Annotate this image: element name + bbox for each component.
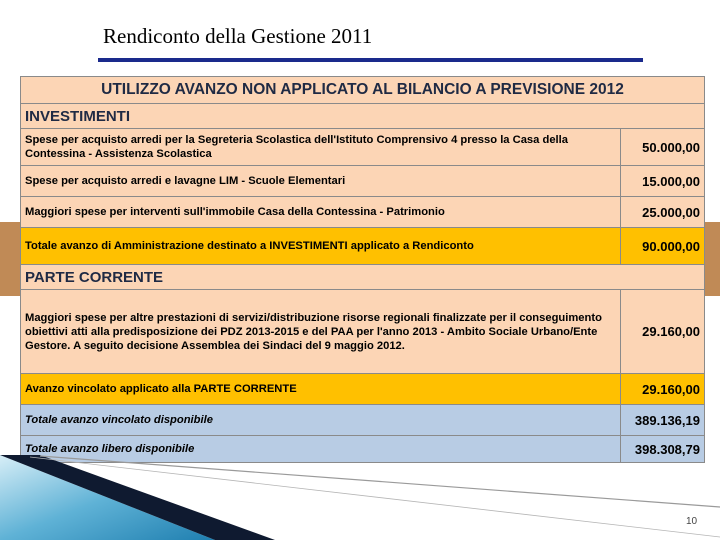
row-amount: 50.000,00 xyxy=(621,129,705,166)
summary-amount: 389.136,19 xyxy=(621,405,705,436)
row-description: Spese per acquisto arredi e lavagne LIM - Scuole Elementari xyxy=(21,166,621,197)
table-header: UTILIZZO AVANZO NON APPLICATO AL BILANCIO A PREVISIONE 2012 xyxy=(21,77,705,104)
row-description: Maggiori spese per altre prestazioni di servizi/distribuzione risorse regionali finalizzate per il conseguimento obiettivi atti alla predisposizione dei PDZ 2013-2015 e del PAA per l'anno 2013 - Ambito Sociale Urbano/Ente Gestore. A seguito decisione Assemblea dei Sindaci del 9 maggio 2012. xyxy=(21,290,621,374)
table-row xyxy=(21,129,705,166)
row-amount: 25.000,00 xyxy=(621,197,705,228)
summary-description: Totale avanzo vincolato disponibile xyxy=(21,405,621,436)
summary-description: Totale avanzo libero disponibile xyxy=(21,436,621,463)
total-amount: 29.160,00 xyxy=(621,374,705,405)
table-row xyxy=(21,166,705,197)
total-row-parte-corrente xyxy=(21,374,705,405)
slide-title: Rendiconto della Gestione 2011 xyxy=(103,24,373,48)
bottom-swoosh-decoration xyxy=(0,455,720,540)
section-row-parte-corrente xyxy=(21,265,705,290)
page-number: 10 xyxy=(686,516,698,527)
table-row xyxy=(21,197,705,228)
section-label-investimenti: INVESTIMENTI xyxy=(21,104,705,129)
left-side-band xyxy=(0,222,20,296)
right-side-band xyxy=(704,222,720,296)
section-label-parte-corrente: PARTE CORRENTE xyxy=(21,265,705,290)
table-row xyxy=(21,290,705,374)
row-amount: 15.000,00 xyxy=(621,166,705,197)
total-row-investimenti xyxy=(21,228,705,265)
total-description: Avanzo vincolato applicato alla PARTE CORRENTE xyxy=(21,374,621,405)
row-amount: 29.160,00 xyxy=(621,290,705,374)
table-header-row xyxy=(21,77,705,104)
row-description: Spese per acquisto arredi per la Segreteria Scolastica dell'Istituto Comprensivo 4 presso la Casa della Contessina - Assistenza Scolastica xyxy=(21,129,621,166)
title-underline xyxy=(98,58,643,62)
summary-row-vincolato xyxy=(21,405,705,436)
total-description: Totale avanzo di Amministrazione destinato a INVESTIMENTI applicato a Rendiconto xyxy=(21,228,621,265)
section-row-investimenti xyxy=(21,104,705,129)
summary-amount: 398.308,79 xyxy=(621,436,705,463)
total-amount: 90.000,00 xyxy=(621,228,705,265)
avanzo-table xyxy=(20,76,705,463)
row-description: Maggiori spese per interventi sull'immobile Casa della Contessina - Patrimonio xyxy=(21,197,621,228)
